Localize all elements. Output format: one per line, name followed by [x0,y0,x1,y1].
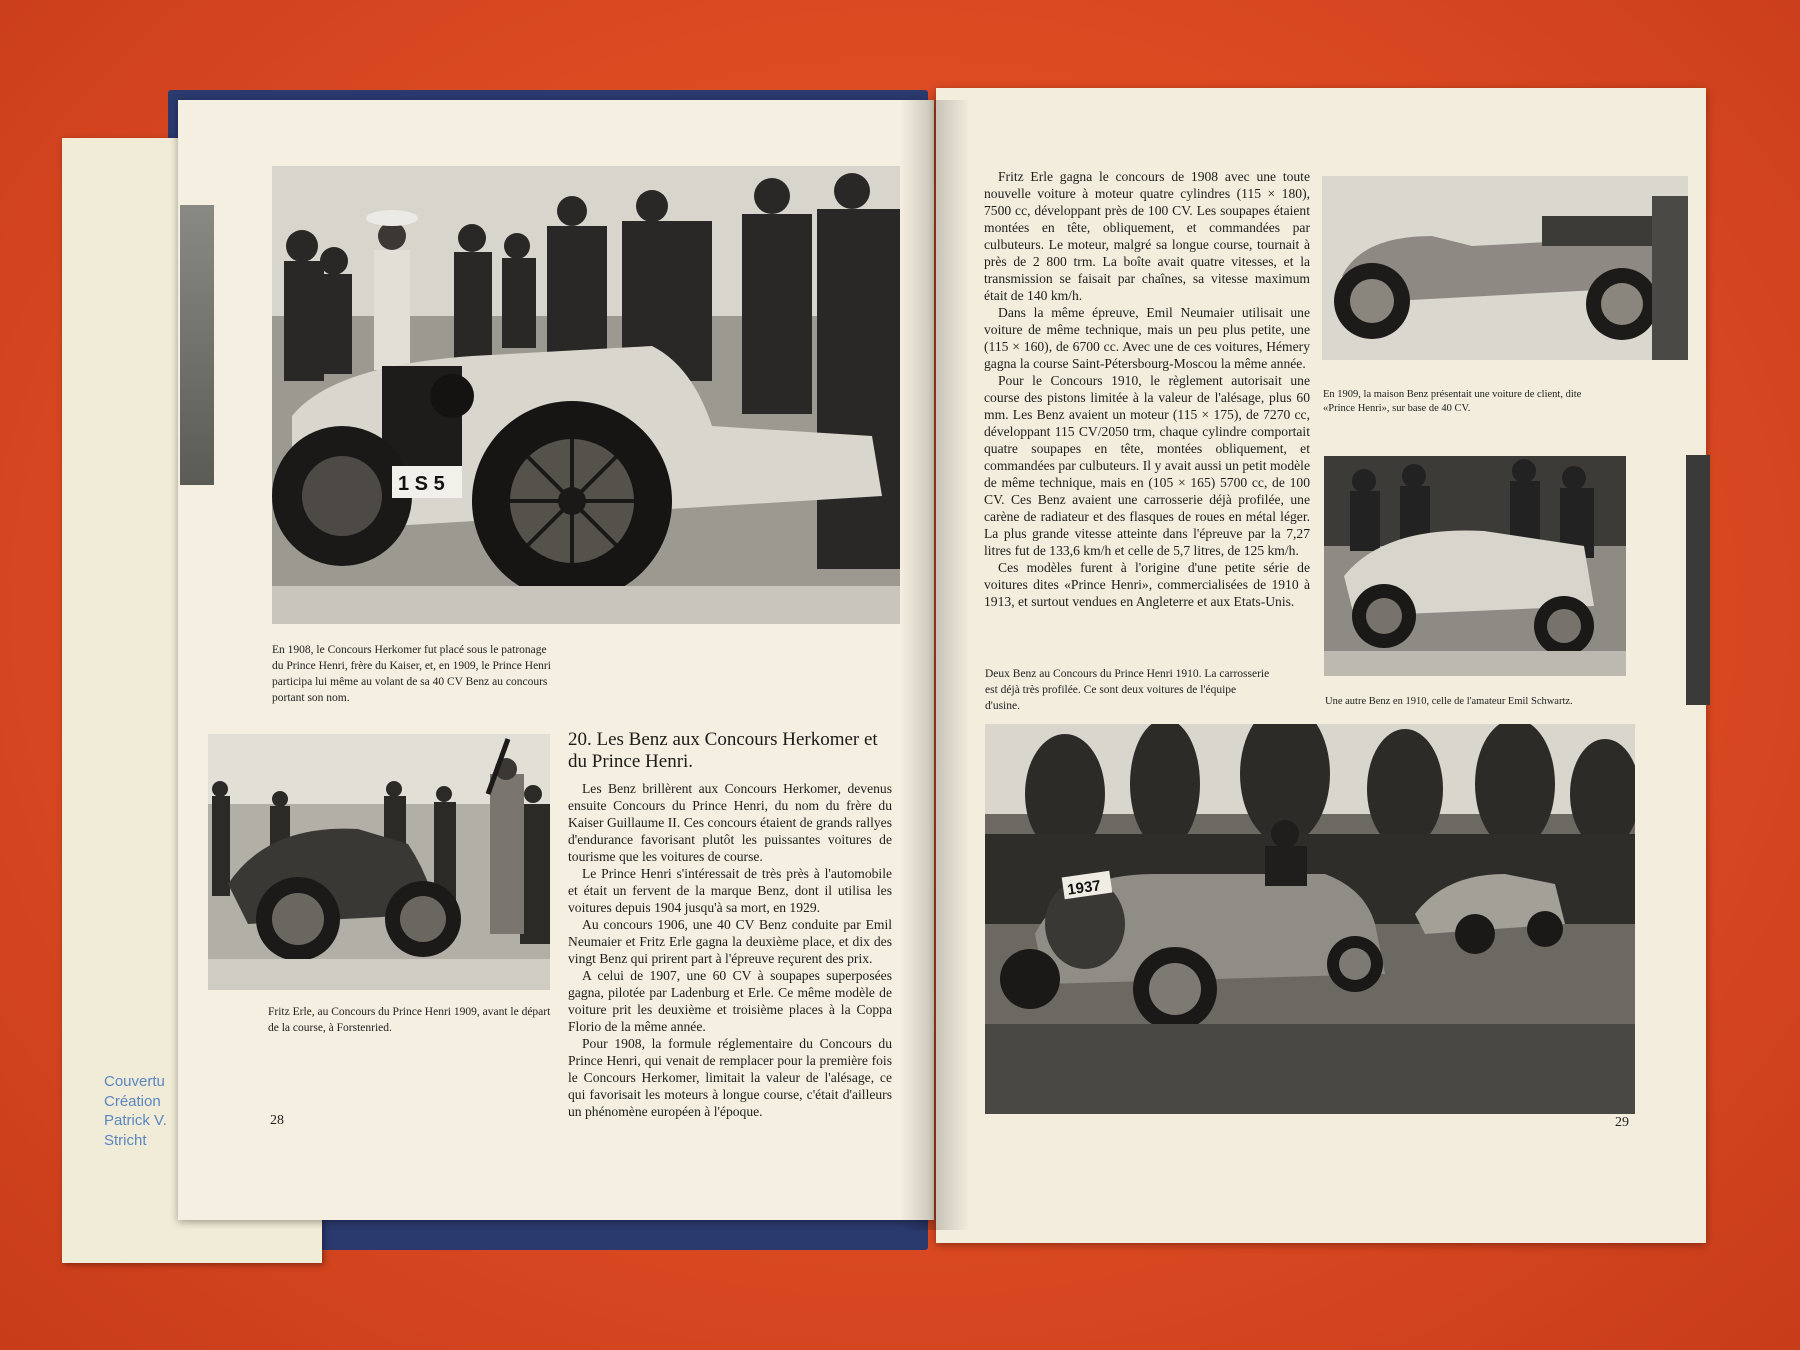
cover-credit: Couvertu Création Patrick V. Stricht [104,1073,167,1149]
paragraph: Ces modèles furent à l'origine d'une petite série de voitures dites «Prince Henri», commercialisées de 1910 à 1913, et surtout vendues en Angleterre et aux Etats-Unis. [984,560,1310,609]
photo-prince-henri-1908 [272,166,900,624]
caption-top-photo: En 1908, le Concours Herkomer fut placé sous le patronage du Prince Henri, frère du Kaiser, et, en 1909, le Prince Henri participa lui même au volant de sa 40 CV Benz au concours portant son nom. [272,644,551,704]
race-number: 1937 [1066,877,1102,899]
paragraph: Au concours 1906, une 40 CV Benz conduite par Emil Neumaier et Fritz Erle gagna la deuxième place, et dix des vingt Benz qui prirent part à l'épreuve reçurent des prix. [568,917,892,966]
caption-bottom-photo: Fritz Erle, au Concours du Prince Henri 1909, avant le départ de la course, à Forstenried. [268,1006,551,1034]
caption-1909-car: En 1909, la maison Benz présentait une voiture de client, dite «Prince Henri», sur base de 40 CV. [1323,389,1582,414]
next-page-edge [1686,455,1710,705]
article-body-left [568,780,892,1120]
previous-page-edge [180,205,214,485]
paragraph: Pour 1908, la formule réglementaire du Concours du Prince Henri, qui venait de remplacer pour la première fois le Concours Herkomer, limitait la valeur de l'alésage, ce qui favorisait les moteurs à longue course, c'était d'ailleurs un phénomène européen à l'époque. [568,1036,892,1119]
photo-two-benz-1910 [985,724,1635,1114]
photo-benz-schwartz-1910 [1324,456,1626,676]
paragraph: A celui de 1907, une 60 CV à soupapes superposées gagna, pilotée par Ladenburg et Erle. Ce même modèle de voiture prit les deuxième et troisième places à la Coppa Florio de la même année. [568,968,892,1034]
caption-schwartz: Une autre Benz en 1910, celle de l'amateur Emil Schwartz. [1325,696,1573,707]
book-gutter [900,100,970,1230]
page-number-left: 28 [270,1113,284,1128]
paragraph: Dans la même épreuve, Emil Neumaier utilisait une voiture de même technique, mais un peu plus petite, une (115 × 160), de 6700 cc. Avec une de ces voitures, Hémery gagna la course Saint-Pétersbourg-Moscou la même année. [984,305,1310,371]
paragraph: Fritz Erle gagna le concours de 1908 avec une toute nouvelle voiture à moteur quatre cylindres (115 × 180), 7500 cc, développant près de 100 CV. Les soupapes étaient montées en tête, obliquement, et commandées par culbuteurs. Le moteur, malgré sa longue course, tournait à près de 2 800 trm. La boîte avait quatre vitesses, et la transmission se faisait par chaînes, sa vitesse maximum était de 140 km/h. [984,169,1310,303]
caption-pair-1910: Deux Benz au Concours du Prince Henri 1910. La carrosserie est déjà très profilée. Ce sont deux voitures de l'équipe d'usine. [985,668,1270,712]
article-title: 20. Les Benz aux Concours Herkomer et du Prince Henri. [568,729,878,772]
paragraph: Pour le Concours 1910, le règlement autorisait une course des pistons limitée à la valeur de l'alésage, plus 60 mm. Les Benz avaient un moteur (115 × 175), de 7270 cc, développant 115 CV/2050 trm, chaque cylindre comportait quatre soupapes en tête, montées obliquement, et commandées par culbuteurs. Il y avait aussi un petit modèle de même technique, mais en (105 × 165) 5700 cc, de 100 CV. Ces Benz avaient une carrosserie déjà profilée, une carène de radiateur et des flasques de roues en métal léger. La plus grande vitesse atteinte dans l'épreuve par la 7,27 litres fut de 133,6 km/h et celle de 5,7 litres, de 125 km/h. [984,373,1310,558]
license-plate: 1 S 5 [398,473,445,495]
article-body-right [984,168,1310,610]
paragraph: Le Prince Henri s'intéressait de très près à l'automobile et était un fervent de la marque Benz, dont il utilisa les voitures depuis 1904 jusqu'à sa mort, en 1929. [568,866,892,915]
page-number-right: 29 [1615,1115,1629,1130]
photo-fritz-erle-1909 [208,734,550,990]
photo-benz-prince-henri-1909 [1322,176,1688,360]
paragraph: Les Benz brillèrent aux Concours Herkomer, devenus ensuite Concours du Prince Henri, du nom du frère du Kaiser Guillaume II. Ces concours étaient de grands rallyes d'endurance favorisant plutôt les puissantes voitures de tourisme que les voitures de course. [568,781,892,864]
